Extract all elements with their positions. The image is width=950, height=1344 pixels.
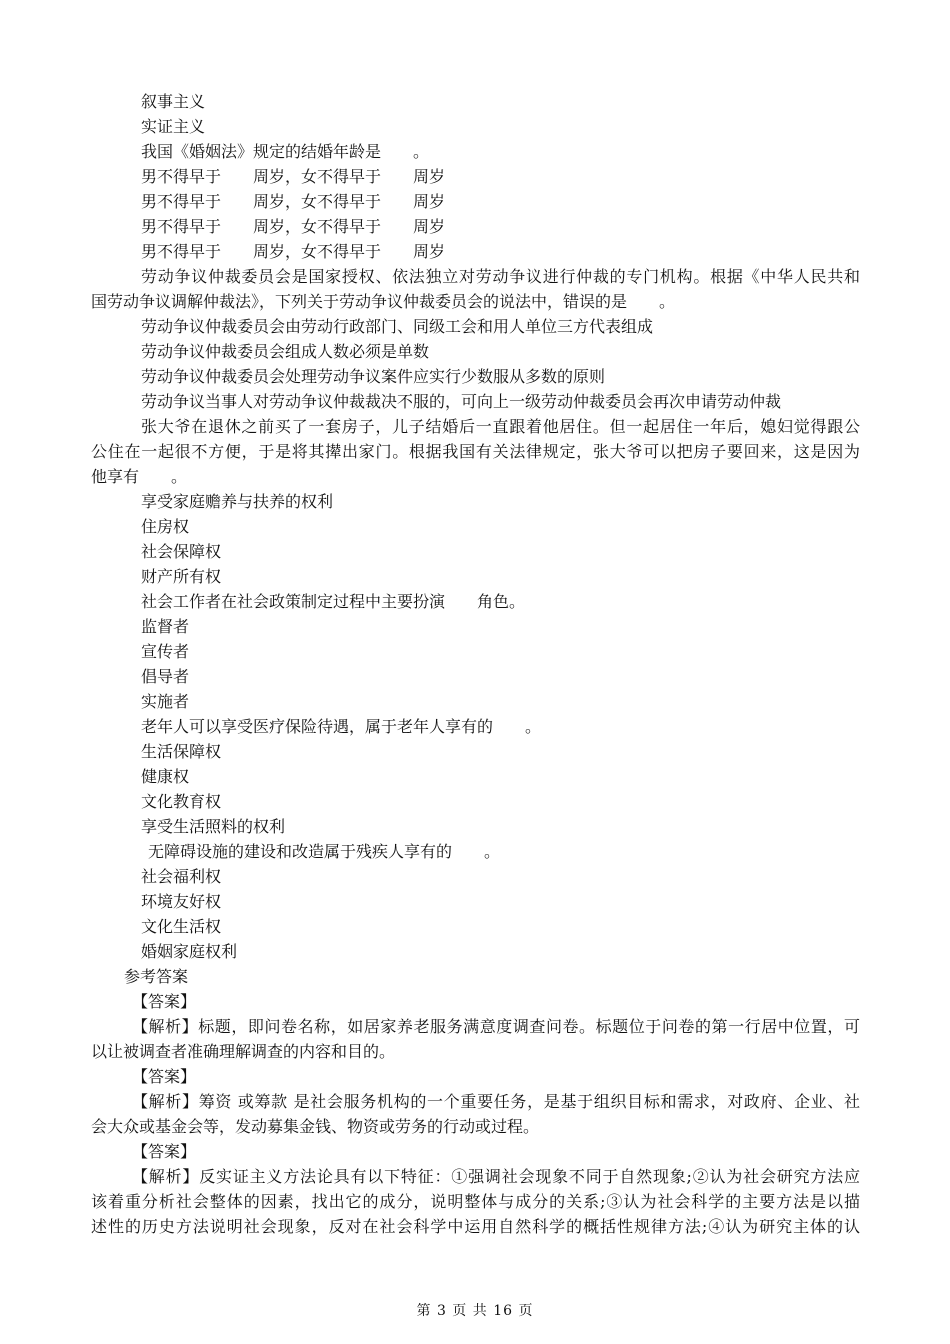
option-text: 劳动争议当事人对劳动争议仲裁裁决不服的，可向上一级劳动仲裁委员会再次申请劳动仲裁 bbox=[141, 392, 782, 411]
option-text: 男不得早于 周岁，女不得早于 周岁 bbox=[141, 192, 446, 211]
page-footer: 第 3 页 共 16 页 bbox=[416, 1303, 534, 1319]
question-text: 无障碍设施的建设和改造属于残疾人享有的 。 bbox=[148, 842, 501, 861]
question-text: 老年人可以享受医疗保险待遇，属于老年人享有的 。 bbox=[141, 717, 542, 736]
option-text: 劳动争议仲裁委员会组成人数必须是单数 bbox=[141, 342, 430, 361]
option-text: 住房权 bbox=[141, 517, 190, 536]
option-text: 文化生活权 bbox=[141, 917, 222, 936]
option-text: 社会保障权 bbox=[141, 542, 222, 561]
explanation-text: 该着重分析社会整体的因素，找出它的成分，说明整体与成分的关系;③认为社会科学的主要方法是以描 bbox=[91, 1192, 860, 1211]
section-heading: 参考答案 bbox=[124, 967, 189, 986]
option-text: 叙事主义 bbox=[141, 92, 206, 111]
option-text: 监督者 bbox=[141, 617, 190, 636]
option-text: 男不得早于 周岁，女不得早于 周岁 bbox=[141, 242, 446, 261]
option-text: 男不得早于 周岁，女不得早于 周岁 bbox=[141, 217, 446, 236]
option-text: 享受家庭赡养与扶养的权利 bbox=[141, 492, 334, 511]
option-text: 婚姻家庭权利 bbox=[141, 942, 238, 961]
option-text: 男不得早于 周岁，女不得早于 周岁 bbox=[141, 167, 446, 186]
question-text: 国劳动争议调解仲裁法》，下列关于劳动争议仲裁委员会的说法中，错误的是 。 bbox=[91, 292, 676, 311]
option-text: 财产所有权 bbox=[141, 567, 222, 586]
explanation-text: 【解析】反实证主义方法论具有以下特征：①强调社会现象不同于自然现象;②认为社会研究方法应 bbox=[132, 1167, 860, 1186]
explanation-text: 会大众或基金会等，发动募集金钱、物资或劳务的行动或过程。 bbox=[91, 1117, 540, 1136]
explanation-text: 述性的历史方法说明社会现象，反对在社会科学中运用自然科学的概括性规律方法;④认为研究主体的认 bbox=[91, 1217, 860, 1236]
explanation-text: 以让被调查者准确理解调查的内容和目的。 bbox=[91, 1042, 396, 1061]
answer-label: 【答案】 bbox=[132, 1142, 197, 1161]
option-text: 劳动争议仲裁委员会处理劳动争议案件应实行少数服从多数的原则 bbox=[141, 367, 606, 386]
option-text: 健康权 bbox=[141, 767, 190, 786]
option-text: 倡导者 bbox=[141, 667, 190, 686]
question-text: 他享有 。 bbox=[91, 467, 188, 486]
option-text: 实证主义 bbox=[141, 117, 206, 136]
option-text: 文化教育权 bbox=[141, 792, 222, 811]
answer-label: 【答案】 bbox=[132, 992, 197, 1011]
option-text: 享受生活照料的权利 bbox=[141, 817, 286, 836]
explanation-text: 【解析】标题，即问卷名称，如居家养老服务满意度调查问卷。标题位于问卷的第一行居中位置，可 bbox=[132, 1017, 860, 1036]
answer-label: 【答案】 bbox=[132, 1067, 197, 1086]
option-text: 环境友好权 bbox=[141, 892, 222, 911]
question-text: 公住在一起很不方便，于是将其撵出家门。根据我国有关法律规定，张大爷可以把房子要回来，这是因为 bbox=[91, 442, 860, 461]
question-text: 劳动争议仲裁委员会是国家授权、依法独立对劳动争议进行仲裁的专门机构。根据《中华人民共和 bbox=[141, 267, 860, 286]
question-text: 社会工作者在社会政策制定过程中主要扮演 角色。 bbox=[141, 592, 526, 611]
option-text: 宣传者 bbox=[141, 642, 190, 661]
option-text: 实施者 bbox=[141, 692, 190, 711]
explanation-text: 【解析】筹资 或筹款 是社会服务机构的一个重要任务，是基于组织目标和需求，对政府、企业、社 bbox=[132, 1092, 860, 1111]
question-text: 张大爷在退休之前买了一套房子，儿子结婚后一直跟着他居住。但一起居住一年后，媳妇觉得跟公 bbox=[141, 417, 860, 436]
option-text: 劳动争议仲裁委员会由劳动行政部门、同级工会和用人单位三方代表组成 bbox=[141, 317, 654, 336]
option-text: 社会福利权 bbox=[141, 867, 222, 886]
option-text: 生活保障权 bbox=[141, 742, 222, 761]
question-text: 我国《婚姻法》规定的结婚年龄是 。 bbox=[141, 142, 430, 161]
